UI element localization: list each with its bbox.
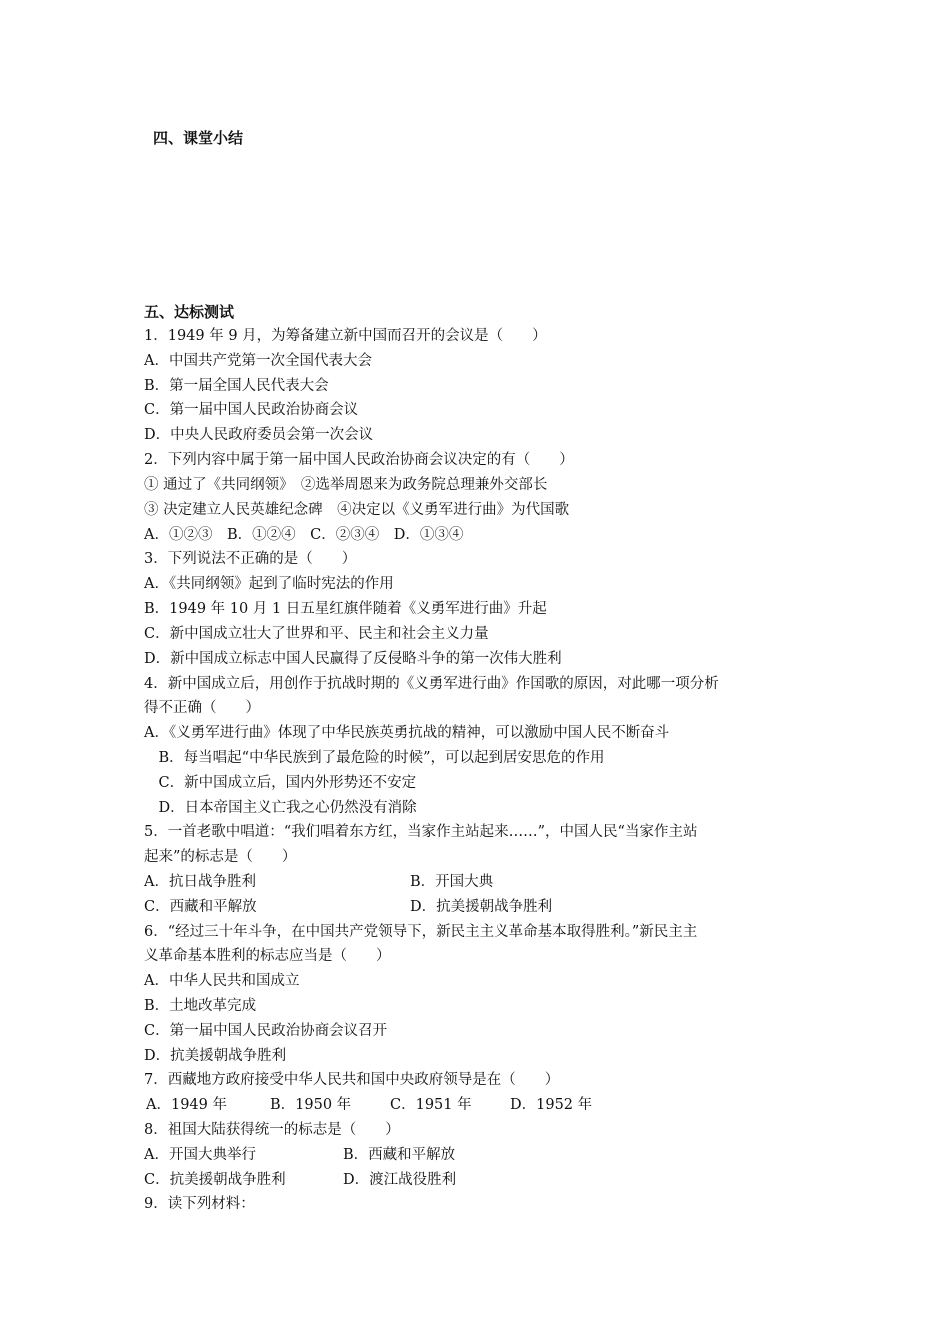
section-5-heading: 五、达标测试: [144, 303, 235, 321]
q4-option-c: C．新中国成立后，国内外形势还不安定: [144, 775, 417, 791]
q7-option-b: B．1950 年: [270, 1097, 352, 1113]
q8-option-c: C．抗美援朝战争胜利: [144, 1172, 286, 1188]
q5-option-a: A．抗日战争胜利: [144, 874, 256, 890]
q8-option-a: A．开国大典举行: [144, 1147, 256, 1163]
q5-option-d: D．抗美援朝战争胜利: [410, 899, 553, 915]
q6-option-d: D．抗美援朝战争胜利: [144, 1048, 287, 1064]
q3-option-a: A．《共同纲领》起到了临时宪法的作用: [144, 576, 394, 592]
q4-option-a: A．《义勇军进行曲》体现了中华民族英勇抗战的精神，可以激励中国人民不断奋斗: [144, 725, 670, 741]
q5-stem-line-2: 起来”的标志是（ ）: [144, 849, 297, 865]
section-4-heading: 四、课堂小结: [153, 129, 244, 147]
q2-item-3-4: ③ 决定建立人民英雄纪念碑 ④决定以《义勇军进行曲》为代国歌: [144, 502, 570, 518]
q8-option-b: B．西藏和平解放: [343, 1147, 456, 1163]
q4-option-d: D．日本帝国主义亡我之心仍然没有消除: [144, 800, 417, 816]
q5-stem-line-1: 5．一首老歌中唱道：“我们唱着东方红，当家作主站起来……”，中国人民“当家作主站: [144, 824, 698, 840]
q7-stem: 7．西藏地方政府接受中华人民共和国中央政府领导是在（ ）: [144, 1072, 560, 1088]
q6-option-c: C．第一届中国人民政治协商会议召开: [144, 1023, 388, 1039]
q5-option-b: B．开国大典: [410, 874, 494, 890]
q1-option-c: C．第一届中国人民政治协商会议: [144, 402, 359, 418]
q6-option-b: B．土地改革完成: [144, 998, 257, 1014]
q8-option-d: D．渡江战役胜利: [343, 1172, 457, 1188]
q1-option-b: B．第一届全国人民代表大会: [144, 378, 329, 394]
q2-stem: 2．下列内容中属于第一届中国人民政治协商会议决定的有（ ）: [144, 452, 574, 468]
q6-stem-line-2: 义革命基本胜利的标志应当是（ ）: [144, 948, 391, 964]
q2-item-1-2: ① 通过了《共同纲领》 ②选举周恩来为政务院总理兼外交部长: [144, 477, 548, 493]
q4-stem-line-2: 得不正确（ ）: [144, 700, 260, 716]
q1-option-d: D．中央人民政府委员会第一次会议: [144, 427, 374, 443]
q8-stem: 8．祖国大陆获得统一的标志是（ ）: [144, 1122, 400, 1138]
q7-option-d: D．1952 年: [510, 1097, 593, 1113]
q4-stem-line-1: 4．新中国成立后，用创作于抗战时期的《义勇军进行曲》作国歌的原因，对此哪一项分析: [144, 676, 719, 692]
q5-option-c: C．西藏和平解放: [144, 899, 257, 915]
q6-option-a: A．中华人民共和国成立: [144, 973, 300, 989]
q7-option-a: A．1949 年: [146, 1097, 227, 1113]
q3-option-b: B．1949 年 10 月 1 日五星红旗伴随着《义勇军进行曲》升起: [144, 601, 547, 617]
q3-option-c: C．新中国成立壮大了世界和平、民主和社会主义力量: [144, 626, 489, 642]
q9-stem: 9．读下列材料：: [144, 1196, 255, 1212]
q1-stem: 1．1949 年 9 月，为筹备建立新中国而召开的会议是（ ）: [144, 328, 547, 344]
q7-option-c: C．1951 年: [390, 1097, 472, 1113]
q4-option-b: B．每当唱起“中华民族到了最危险的时候”，可以起到居安思危的作用: [144, 750, 605, 766]
q3-option-d: D．新中国成立标志中国人民赢得了反侵略斗争的第一次伟大胜利: [144, 651, 562, 667]
q3-stem: 3．下列说法不正确的是（ ）: [144, 551, 357, 567]
q6-stem-line-1: 6．“经过三十年斗争，在中国共产党领导下，新民主主义革命基本取得胜利。”新民主主: [144, 924, 698, 940]
q1-option-a: A．中国共产党第一次全国代表大会: [144, 353, 372, 369]
q2-options: A．①②③ B．①②④ C．②③④ D．①③④: [144, 527, 464, 543]
